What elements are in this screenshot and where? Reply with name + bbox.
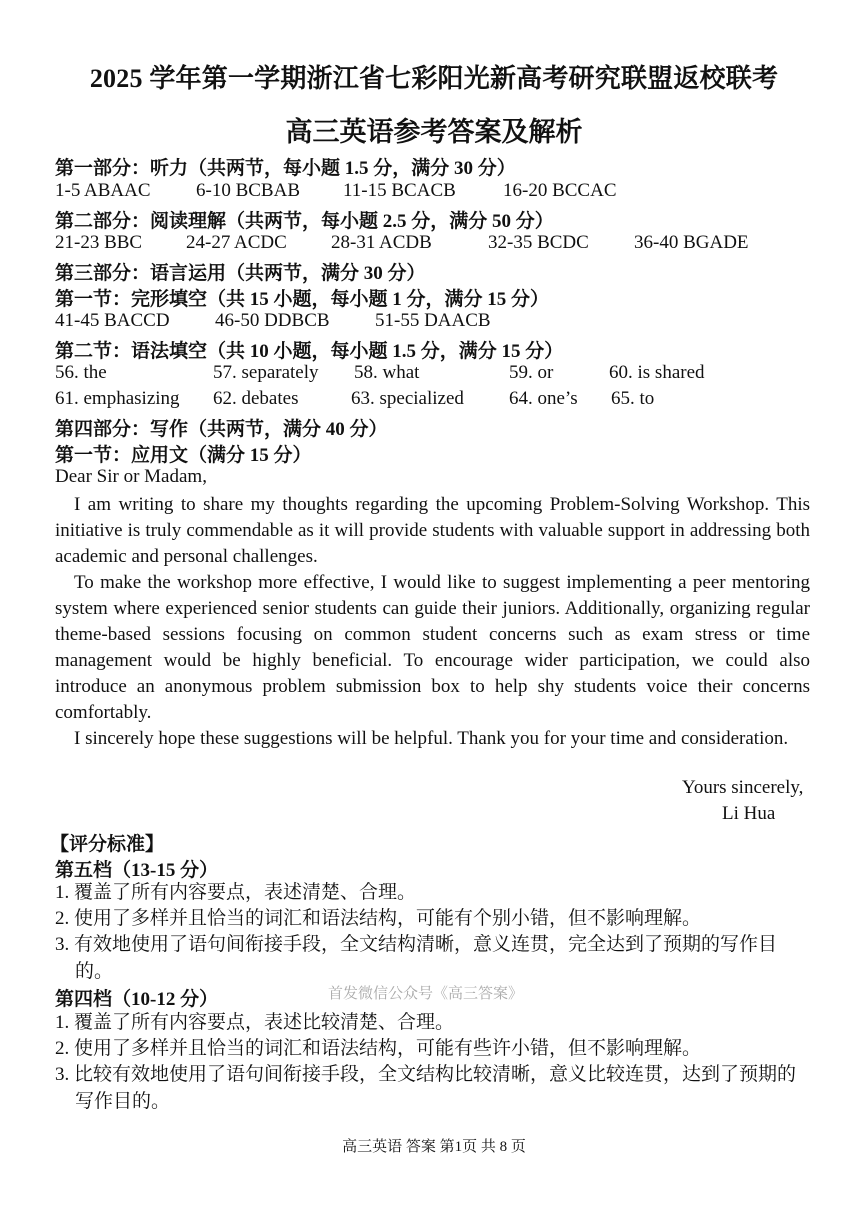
grammar-answer: 57. separately [213,362,319,383]
part1-answer-group: 6-10 BCBAB [196,180,300,201]
part3-section1-heading: 第一节：完形填空（共 15 小题，每小题 1 分，满分 15 分） [55,289,550,310]
part1-answer-group: 1-5 ABAAC [55,180,151,201]
document-subtitle: 高三英语参考答案及解析 [285,117,583,147]
criteria-item: 2. 使用了多样并且恰当的词汇和语法结构，可能有些许小错，但不影响理解。 [55,1038,702,1059]
part4-section1-heading: 第一节：应用文（满分 15 分） [55,445,312,466]
criteria-heading: 【评分标准】 [50,834,165,855]
criteria-item: 2. 使用了多样并且恰当的词汇和语法结构，可能有个别小错，但不影响理解。 [55,908,702,929]
part3-section1-answer-group: 51-55 DAACB [375,310,491,331]
letter-paragraph: I am writing to share my thoughts regarding the upcoming Problem-Solving Workshop. This initiative is truly commendable as it will provide students with valuable support in addressing both academic and personal challenges. [55,494,810,567]
letter-salutation: Dear Sir or Madam, [55,466,207,487]
grammar-answer: 58. what [354,362,420,383]
part2-heading: 第二部分：阅读理解（共两节，每小题 2.5 分，满分 50 分） [55,211,554,232]
criteria-item: 1. 覆盖了所有内容要点，表述清楚、合理。 [55,882,417,903]
part2-answer-group: 24-27 ACDC [186,232,287,253]
criteria-item: 1. 覆盖了所有内容要点，表述比较清楚、合理。 [55,1012,455,1033]
tier5-heading: 第五档（13-15 分） [55,860,219,881]
grammar-answer: 64. one’s [509,388,578,409]
part4-heading: 第四部分：写作（共两节，满分 40 分） [55,419,388,440]
grammar-answer: 56. the [55,362,107,383]
part2-answer-group: 36-40 BGADE [634,232,749,253]
criteria-item: 3. 有效地使用了语句间衔接手段，全文结构清晰，意义连贯，完全达到了预期的写作目的。 [55,934,778,982]
part3-section1-answer-group: 46-50 DDBCB [215,310,330,331]
part2-answer-group: 28-31 ACDB [331,232,432,253]
document-title: 2025 学年第一学期浙江省七彩阳光新高考研究联盟返校联考 [89,64,779,93]
letter-paragraph: To make the workshop more effective, I would like to suggest implementing a peer mentoring system where experienced senior students can guide their juniors. Additionally, organizing regular theme-based sessions focusing on common student concerns such as exam stress or time management would be highly beneficial. To encourage wider participation, we could also introduce an anonymous problem submission box to help shy students voice their concerns comfortably. [55,572,810,723]
part3-section1-answer-group: 41-45 BACCD [55,310,170,331]
part1-answer-group: 11-15 BCACB [343,180,456,201]
part3-section2-heading: 第二节：语法填空（共 10 小题，每小题 1.5 分，满分 15 分） [55,341,564,362]
letter-closing: Yours sincerely, [682,777,804,798]
grammar-answer: 63. specialized [351,388,464,409]
part1-heading: 第一部分：听力（共两节，每小题 1.5 分，满分 30 分） [55,158,516,179]
part2-answer-group: 21-23 BBC [55,232,143,253]
tier4-heading: 第四档（10-12 分） [55,989,219,1010]
grammar-answer: 59. or [509,362,554,383]
criteria-item: 3. 比较有效地使用了语句间衔接手段，全文结构比较清晰，意义比较连贯，达到了预期的写作目的。 [55,1064,797,1112]
grammar-answer: 60. is shared [609,362,705,383]
watermark: 首发微信公众号《高三答案》 [328,986,524,1002]
page-footer: 高三英语 答案 第1页 共 8 页 [342,1139,526,1155]
grammar-answer: 61. emphasizing [55,388,180,409]
letter-paragraph: I sincerely hope these suggestions will be helpful. Thank you for your time and consideration. [74,728,789,749]
letter-signature: Li Hua [722,803,776,824]
part3-heading: 第三部分：语言运用（共两节，满分 30 分） [55,263,426,284]
part2-answer-group: 32-35 BCDC [488,232,589,253]
grammar-answer: 65. to [611,388,655,409]
grammar-answer: 62. debates [213,388,299,409]
part1-answer-group: 16-20 BCCAC [503,180,617,201]
